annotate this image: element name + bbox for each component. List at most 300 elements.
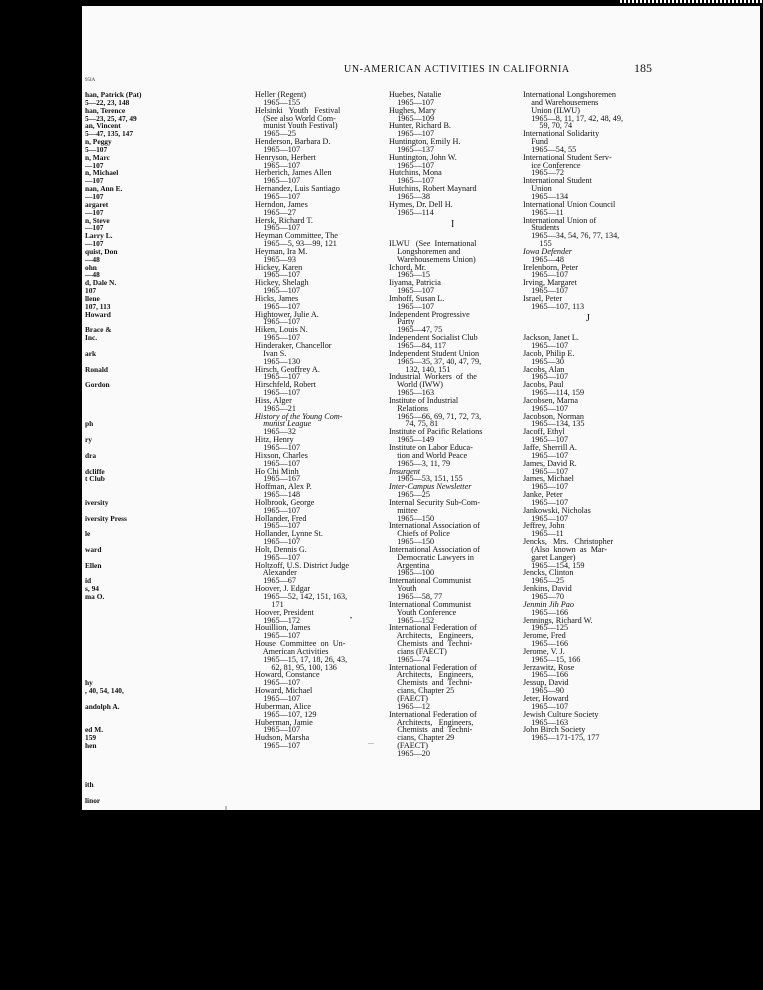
index-entry-line: Jacobs, Alan: [523, 364, 565, 374]
index-entry-line: ice Conference: [523, 160, 581, 170]
index-entry-line: 1965—134: [523, 191, 569, 201]
index-entry-fragment: —107: [85, 239, 104, 249]
index-entry-line: Longshoremen and: [389, 246, 461, 256]
index-entry-line: Jenmin Jih Pao: [523, 599, 574, 609]
index-entry-line: 1965—107: [523, 482, 569, 492]
index-entry-line: 1965—32: [255, 427, 296, 437]
index-entry-line: (Also known as Mar-: [523, 544, 607, 554]
index-entry-line: 1965—166: [523, 607, 569, 617]
index-entry-fragment: —107: [85, 223, 104, 233]
index-entry-line: World (IWW): [389, 380, 443, 390]
index-entry-line: garet Langer): [523, 552, 576, 562]
index-entry-fragment: dcliffe: [85, 466, 105, 476]
index-entry-fragment: Ronald: [85, 364, 109, 374]
index-entry-line: (FAECT): [389, 741, 428, 751]
index-entry-line: 1965—11: [523, 529, 564, 539]
index-entry-fragment: id: [85, 576, 92, 586]
index-entry-fragment: 5—22, 23, 148: [85, 97, 130, 107]
index-entry-fragment: hen: [85, 741, 97, 751]
index-entry-line: 1965—38: [389, 191, 430, 201]
index-entry-line: Independent Progressive: [389, 309, 470, 319]
index-entry-fragment: iversity: [85, 497, 109, 507]
index-entry-fragment: Larry L.: [85, 231, 113, 241]
index-entry-line: Howard, Constance: [255, 670, 320, 680]
index-entry-fragment: 5—107: [85, 144, 108, 154]
index-entry-line: 1965—25: [389, 490, 430, 500]
index-entry-line: Holtzoff, U.S. District Judge: [255, 560, 349, 570]
index-entry-line: 1965—114, 159: [523, 388, 585, 398]
index-entry-line: Huebes, Natalie: [389, 90, 442, 99]
index-entry-fragment: [85, 648, 177, 656]
index-entry-line: Jenkins, David: [523, 584, 572, 594]
index-entry-line: Jencks, Mrs. Christopher: [523, 537, 614, 547]
index-entry-fragment: [85, 656, 177, 664]
index-column-3: [523, 91, 657, 742]
index-entry-line: 1965—107: [523, 497, 569, 507]
index-entry-line: Independent Student Union: [389, 348, 480, 358]
index-entry-line: Hinderaker, Chancellor: [255, 341, 332, 350]
index-entry-line: Chemists and Techni-: [389, 639, 473, 649]
index-entry-line: [389, 217, 522, 225]
index-entry-line: 1965—107: [255, 552, 301, 562]
index-entry-line: Jerome, Fred: [523, 631, 566, 641]
index-entry-line: International Communist: [389, 599, 472, 609]
index-entry-line: 1965—107: [523, 450, 569, 460]
index-entry-line: Institute on Labor Educa-: [389, 442, 473, 452]
index-entry-line: 1965—107: [523, 466, 569, 476]
index-entry-fragment: —48: [85, 254, 100, 264]
index-entry-line: 1965—107: [255, 270, 301, 280]
index-entry-line: 1965—107: [255, 521, 301, 531]
index-entry-line: John Birch Society: [523, 725, 586, 735]
index-entry-line: Ho Chi Minh: [255, 466, 299, 476]
index-entry-fragment: hy: [85, 678, 93, 688]
index-entry-line: 1965—107: [255, 458, 301, 468]
index-entry-line: 1965—107: [523, 513, 569, 523]
index-entry-line: 1965—47, 75: [389, 325, 443, 335]
index-entry-line: 1965—74: [389, 654, 430, 664]
index-entry-line: Israel, Peter: [523, 293, 563, 303]
index-entry-line: [389, 224, 522, 232]
index-entry-line: Fund: [523, 137, 549, 147]
index-entry-line: James, Michael: [523, 474, 574, 484]
index-entry-line: Institute of Industrial: [389, 395, 459, 405]
index-entry-fragment: [85, 640, 177, 648]
index-entry-fragment: s, 94: [85, 584, 99, 594]
index-entry-line: 1965—130: [255, 356, 301, 366]
index-entry-line: International Communist: [389, 576, 472, 586]
index-entry-line: 1965—20: [389, 748, 430, 758]
index-entry-line: 1965—107: [255, 301, 301, 311]
index-entry-line: 1965—107: [255, 741, 301, 751]
index-entry-line: Irelenborn, Peter: [523, 262, 579, 272]
index-entry-fragment: 107: [85, 286, 97, 296]
index-entry-line: Jackson, Janet L.: [523, 333, 579, 343]
index-entry-line: International Federation of: [389, 623, 477, 633]
index-entry-fragment: n, Peggy: [85, 137, 112, 147]
index-entry-line: Youth: [389, 584, 417, 594]
index-entry-fragment: —48: [85, 270, 100, 280]
index-entry-fragment: 5—23, 25, 47, 49: [85, 113, 137, 123]
index-entry-line: Chemists and Techni-: [389, 678, 473, 688]
index-entry-fragment: Gordon: [85, 380, 110, 390]
index-entry-fragment: ry: [85, 435, 92, 445]
index-entry-line: American Activities: [255, 646, 329, 656]
index-entry-line: 74, 75, 81: [389, 419, 439, 429]
index-entry-line: Hirschfeld, Robert: [255, 380, 316, 390]
index-entry-line: ILWU (See International: [389, 239, 477, 249]
index-entry-line: 1965—93: [255, 254, 296, 264]
index-entry-fragment: andolph A.: [85, 701, 120, 711]
index-entry-line: 1965—12: [389, 701, 430, 711]
index-entry-line: Architects, Engineers,: [389, 631, 474, 641]
index-entry-fragment: [85, 624, 177, 632]
index-entry-line: 1965—155: [255, 97, 301, 107]
index-entry-line: Herndon, James: [255, 199, 308, 209]
index-entry-line: 1965—54, 55: [523, 144, 577, 154]
index-entry-line: 1965—166: [523, 670, 569, 680]
index-entry-line: Argentina: [389, 560, 430, 570]
index-entry-line: Heyman Committee, The: [255, 231, 338, 241]
index-entry-fragment: ith: [85, 780, 94, 790]
index-entry-fragment: linor: [85, 795, 101, 805]
index-entry-fragment: ma O.: [85, 592, 105, 601]
index-entry-line: Jeffrey, John: [523, 521, 565, 531]
index-entry-line: Ichord, Mr.: [389, 262, 427, 272]
index-entry-line: 1965—107: [255, 725, 301, 735]
index-entry-line: Jacobs, Paul: [523, 380, 564, 390]
index-entry-fragment: [85, 522, 177, 530]
index-entry-line: Houillion, James: [255, 623, 311, 633]
index-entry-fragment: [85, 413, 177, 421]
index-entry-fragment: an, Vincent: [85, 121, 121, 131]
index-entry-line: 1965—107: [255, 372, 301, 382]
index-entry-line: Jankowski, Nicholas: [523, 505, 591, 515]
index-entry-fragment: [85, 483, 177, 491]
index-entry-line: 1965—107: [255, 388, 301, 398]
index-entry-line: 1965—125: [523, 623, 569, 633]
index-entry-line: Internal Security Sub-Com-: [389, 497, 480, 507]
index-entry-fragment: [85, 766, 177, 774]
index-entry-fragment: [85, 711, 177, 719]
index-entry-line: 1965—100: [389, 568, 435, 578]
index-entry-line: Hudson, Marsha: [255, 733, 310, 743]
index-entry-line: 1965—150: [389, 537, 435, 547]
index-entry-line: 1965—8, 11, 17, 42, 48, 49,: [523, 113, 623, 123]
index-entry-line: 1965—107: [389, 97, 435, 107]
index-entry-line: House Committee on Un-: [255, 639, 346, 649]
index-entry-line: Union (ILWU): [523, 105, 580, 115]
index-entry-fragment: [85, 671, 177, 679]
index-entry-line: Hutchins, Robert Maynard: [389, 184, 477, 194]
index-entry-fragment: 107, 113: [85, 301, 111, 311]
index-entry-line: International Federation of: [389, 709, 477, 719]
index-entry-line: 1965—107: [523, 286, 569, 296]
index-entry-line: 1965—107, 129: [255, 709, 317, 719]
index-entry-line: 1965—107: [523, 270, 569, 280]
index-column-2: [389, 91, 522, 758]
index-entry-fragment: —107: [85, 176, 104, 186]
page-number: 185: [634, 61, 652, 75]
index-entry-fragment: 5—47, 135, 147: [85, 129, 134, 139]
index-entry-line: 1965—107: [523, 341, 569, 350]
index-entry-line: 1965—15: [389, 270, 430, 280]
index-entry-fragment: ed M.: [85, 725, 104, 735]
index-entry-line: 1965—21: [255, 403, 296, 413]
index-entry-line: Hicks, James: [255, 293, 299, 303]
index-entry-fragment: [85, 342, 177, 350]
index-entry-line: Hutchins, Mona: [389, 168, 442, 178]
index-entry-fragment: quist, Don: [85, 246, 118, 256]
index-entry-line: Party: [389, 317, 415, 327]
index-entry-line: 1965—107: [255, 176, 301, 186]
index-entry-line: International Association of: [389, 521, 480, 531]
index-entry-fragment: [85, 569, 177, 577]
index-entry-line: Henderson, Barbara D.: [255, 137, 331, 147]
index-entry-line: 1965—107: [255, 693, 301, 703]
index-entry-line: 1965—107, 113: [523, 301, 585, 311]
index-entry-line: Ivan S.: [255, 348, 287, 358]
index-entry-line: Iowa Defender: [523, 246, 572, 256]
index-entry-line: Relations: [389, 403, 429, 413]
index-entry-line: 1965—15, 166: [523, 654, 581, 664]
index-entry-line: 1965—114: [389, 207, 434, 217]
index-entry-line: 155: [523, 239, 552, 249]
index-entry-line: Heyman, Ira M.: [255, 246, 308, 256]
section-letter-j: J: [586, 313, 590, 324]
index-entry-line: 1965—172: [255, 615, 301, 625]
index-entry-line: Jacobson, Norman: [523, 411, 584, 421]
index-entry-line: Jessup, David: [523, 678, 569, 688]
index-entry-line: 1965—166: [523, 639, 569, 649]
index-entry-line: 1965—107: [523, 435, 569, 445]
index-entry-line: Hoover, President: [255, 607, 314, 617]
index-entry-line: 1965—149: [389, 435, 435, 445]
index-entry-line: 1965—107: [523, 701, 569, 711]
index-entry-line: Jennings, Richard W.: [523, 615, 593, 625]
index-entry-line: Hightower, Julie A.: [255, 309, 319, 319]
index-entry-fragment: 159: [85, 733, 97, 743]
index-entry-line: 1965—84, 117: [389, 341, 447, 350]
index-entry-line: 1965—107: [255, 678, 301, 688]
index-entry-line: Janke, Peter: [523, 490, 563, 500]
index-entry-line: 1965—107: [389, 160, 435, 170]
index-entry-fragment: llene: [85, 293, 100, 303]
index-entry-line: Hymes, Dr. Dell H.: [389, 199, 453, 209]
index-entry-fragment: ward: [85, 544, 102, 554]
index-entry-line: Imhoff, Susan L.: [389, 293, 445, 303]
index-entry-fragment: —107: [85, 191, 104, 201]
index-entry-line: Hoover, J. Edgar: [255, 584, 311, 594]
index-entry-line: 1965—163: [389, 388, 435, 398]
index-entry-line: Hiken, Louis N.: [255, 325, 308, 335]
index-entry-line: Holt, Dennis G.: [255, 544, 307, 554]
index-entry-line: 1965—107: [255, 505, 301, 515]
index-entry-fragment: n, Steve: [85, 215, 110, 225]
index-entry-fragment: Brace &: [85, 325, 112, 335]
index-entry-line: Jacobsen, Marna: [523, 395, 579, 405]
index-entry-line: International Association of: [389, 544, 480, 554]
index-entry-line: Hunter, Richard B.: [389, 121, 451, 131]
index-entry-fragment: [85, 609, 177, 617]
index-entry-line: Hollander, Fred: [255, 513, 307, 523]
index-entry-line: Union: [523, 184, 552, 194]
index-entry-line: 1965—52, 142, 151, 163,: [255, 592, 348, 601]
index-entry-fragment: ohn: [85, 262, 97, 272]
left-margin-label: 95IA: [85, 78, 96, 83]
index-entry-line: Chemists and Techni-: [389, 725, 473, 735]
index-entry-fragment: —107: [85, 160, 104, 170]
index-entry-line: (FAECT): [389, 693, 428, 703]
index-entry-line: Iiyama, Patricia: [389, 278, 441, 288]
index-entry-fragment: [85, 428, 177, 436]
index-entry-line: Holbrook, George: [255, 497, 315, 507]
index-entry-line: munist Youth Festival): [255, 121, 338, 131]
index-entry-line: International Union of: [523, 215, 597, 225]
index-entry-line: Howard, Michael: [255, 686, 313, 696]
index-entry-fragment: [85, 405, 177, 413]
index-entry-line: 1965—107: [523, 403, 569, 413]
index-entry-line: 1965—154, 159: [523, 560, 585, 570]
stray-dot: •: [350, 616, 353, 622]
index-entry-line: Helsinki Youth Festival: [255, 105, 341, 115]
index-entry-line: 1965—107: [255, 631, 301, 641]
index-entry-fragment: han, Patrick (Pat): [85, 91, 142, 99]
stray-mark: ―: [368, 741, 374, 747]
index-entry-line: Huberman, Jamie: [255, 717, 313, 727]
index-entry-line: cians, Chapter 29: [389, 733, 455, 743]
scan-edge-noise: [620, 0, 763, 3]
index-entry-line: 132, 140, 151: [389, 364, 451, 374]
index-entry-fragment: ph: [85, 419, 94, 429]
index-entry-fragment: [85, 750, 177, 758]
running-header-title: UN-AMERICAN ACTIVITIES IN CALIFORNIA: [344, 64, 570, 75]
index-entry-line: 1965—107: [389, 286, 435, 296]
index-column-left-fragment: [85, 91, 177, 805]
index-entry-fragment: Inc.: [85, 333, 98, 343]
index-entry-line: Hollander, Lynne St.: [255, 529, 323, 539]
index-entry-line: 1965—163: [523, 717, 569, 727]
index-entry-line: Students: [523, 223, 560, 233]
index-entry-line: Irving, Margaret: [523, 278, 577, 288]
index-entry-line: Youth Conference: [389, 607, 457, 617]
index-entry-line: 1965—109: [389, 113, 435, 123]
index-entry-line: cians (FAECT): [389, 646, 447, 656]
index-entry-line: 1965—107: [255, 286, 301, 296]
index-entry-line: Hersk, Richard T.: [255, 215, 313, 225]
index-entry-line: Hickey, Shelagh: [255, 278, 309, 288]
index-entry-line: Hirsch, Geoffrey A.: [255, 364, 320, 374]
index-entry-line: James, David R.: [523, 458, 577, 468]
document-page: [82, 6, 760, 810]
index-entry-line: 1965—67: [255, 576, 296, 586]
index-entry-fragment: nan, Ann E.: [85, 184, 123, 194]
index-entry-line: International Student Serv-: [523, 152, 612, 162]
index-entry-line: Inter-Campus Newsletter: [389, 482, 472, 492]
index-entry-line: 1965—3, 11, 79: [389, 458, 451, 468]
index-entry-line: Jerome, V. J.: [523, 646, 565, 656]
index-entry-line: Chiefs of Police: [389, 529, 450, 539]
index-entry-line: International Federation of: [389, 662, 477, 672]
section-letter-i: I: [451, 219, 455, 230]
index-entry-fragment: n, Michael: [85, 168, 119, 178]
index-entry-line: Jaffe, Sherrill A.: [523, 442, 577, 452]
index-entry-fragment: [85, 389, 177, 397]
index-entry-line: 1965—107: [389, 301, 435, 311]
index-entry-line: 1965—30: [523, 356, 564, 366]
index-entry-line: 1965—107: [255, 442, 301, 452]
index-entry-fragment: t Club: [85, 474, 105, 484]
index-entry-line: Independent Socialist Club: [389, 333, 478, 343]
index-entry-line: Hoffman, Alex P.: [255, 482, 312, 492]
index-entry-line: 1965—34, 54, 76, 77, 134,: [523, 231, 620, 241]
index-entry-line: mittee: [389, 505, 418, 515]
index-entry-line: Hernandez, Luis Santiago: [255, 184, 340, 194]
index-entry-line: 1965—107: [255, 223, 301, 233]
index-entry-fragment: le: [85, 529, 91, 539]
index-entry-line: Hickey, Karen: [255, 262, 303, 272]
index-entry-line: International Student: [523, 176, 592, 186]
index-entry-line: 1965—134, 135: [523, 419, 585, 429]
index-entry-line: 1965—70: [523, 592, 564, 601]
index-entry-line: 1965—5, 93—99, 121: [255, 239, 337, 249]
index-entry-line: 1965—11: [523, 207, 564, 217]
index-entry-line: International Union Council: [523, 199, 616, 209]
index-entry-line: 1965—107: [255, 333, 301, 343]
index-entry-line: cians, Chapter 25: [389, 686, 455, 696]
index-entry-line: Architects, Engineers,: [389, 670, 474, 680]
index-entry-line: 1965—53, 151, 155: [389, 474, 463, 484]
index-entry-line: Hitz, Henry: [255, 435, 294, 445]
index-entry-line: 1965—35, 37, 40, 47, 79,: [389, 356, 482, 366]
index-entry-line: 1965—48: [523, 254, 564, 264]
index-entry-line: Jencks, Clinton: [523, 568, 574, 578]
index-entry-line: 1965—150: [389, 513, 435, 523]
index-entry-fragment: dra: [85, 450, 97, 460]
index-entry-line: 1965—27: [255, 207, 296, 217]
index-entry-line: International Solidarity: [523, 129, 600, 139]
index-entry-fragment: Ellen: [85, 560, 102, 570]
index-entry-line: Herberich, James Allen: [255, 168, 332, 178]
index-entry-line: Hughes, Mary: [389, 105, 436, 115]
index-entry-line: Hixson, Charles: [255, 450, 308, 460]
index-entry-line: International Longshoremen: [523, 90, 616, 99]
index-entry-line: 1965—25: [523, 576, 564, 586]
index-entry-line: 1965—90: [523, 686, 564, 696]
index-entry-fragment: [85, 773, 177, 781]
index-entry-fragment: [85, 664, 177, 672]
index-entry-line: 1965—107: [389, 129, 435, 139]
index-entry-line: (See also World Com-: [255, 113, 336, 123]
index-entry-line: 171: [255, 599, 284, 609]
index-entry-line: 1965—152: [389, 615, 435, 625]
index-entry-line: Jewish Culture Society: [523, 709, 599, 719]
index-entry-fragment: iversity Press: [85, 513, 127, 523]
index-entry-line: Architects, Engineers,: [389, 717, 474, 727]
index-entry-fragment: argaret: [85, 199, 109, 209]
index-entry-line: Jacoff, Ethyl: [523, 427, 565, 437]
index-entry-line: munist League: [255, 419, 312, 429]
index-entry-fragment: [85, 617, 177, 625]
index-entry-line: 1965—171-175, 177: [523, 733, 600, 743]
index-entry-line: Industrial Workers of the: [389, 372, 477, 382]
index-entry-line: 1965—107: [255, 160, 301, 170]
index-entry-line: Huntington, John W.: [389, 152, 457, 162]
index-entry-line: 1965—66, 69, 71, 72, 73,: [389, 411, 482, 421]
index-entry-line: 1965—107: [255, 144, 301, 154]
index-entry-line: Heller (Regent): [255, 90, 307, 99]
index-entry-fragment: [85, 601, 177, 609]
